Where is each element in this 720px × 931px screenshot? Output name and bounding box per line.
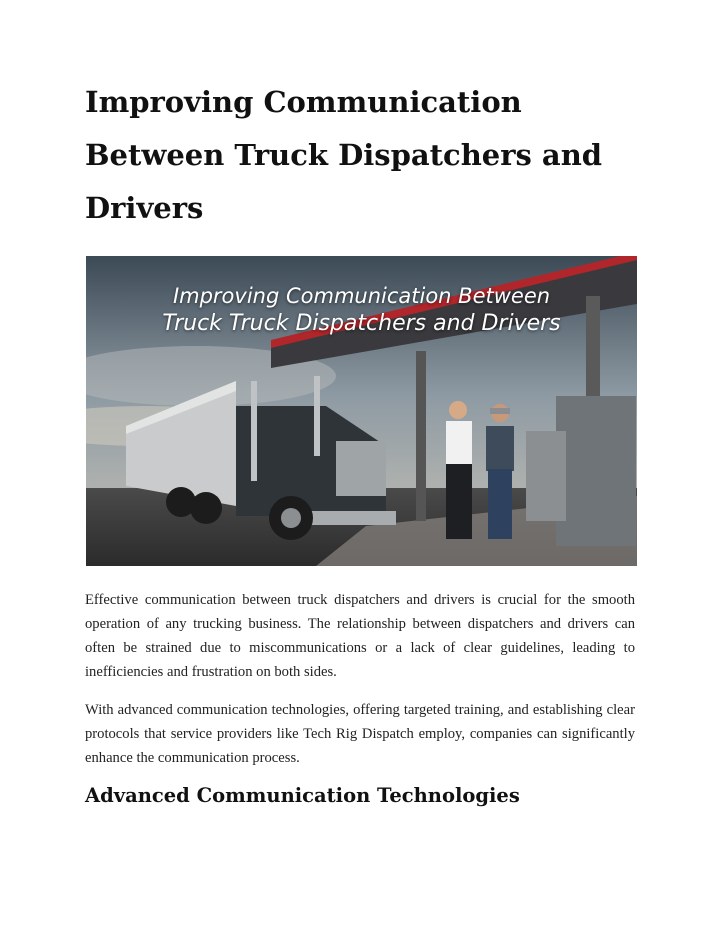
hero-caption (86, 282, 637, 338)
paragraph-intro: Effective communication between truck dispatchers and drivers is crucial for the smooth operation of any trucking business. The relationship between dispatchers and drivers can often be strained due to miscommunications or a lack of clear guidelines, leading to inefficiencies and frustration on both sides. (85, 592, 635, 680)
article-body (85, 588, 635, 807)
section-heading: Advanced Communication Technologies (85, 784, 520, 807)
hero-caption-line-2: Truck Truck Dispatchers and Drivers (162, 311, 561, 336)
page-title: Improving Communication Between Truck Dispatchers and Drivers (85, 85, 603, 225)
hero-caption-line-1: Improving Communication Between (172, 284, 551, 308)
hero-image (86, 256, 637, 566)
paragraph-technologies: With advanced communication technologies, offering targeted training, and establishing clear protocols that service providers like Tech Rig Dispatch employ, companies can significantly enhance the communication process. (85, 702, 635, 766)
article-header (85, 76, 635, 235)
